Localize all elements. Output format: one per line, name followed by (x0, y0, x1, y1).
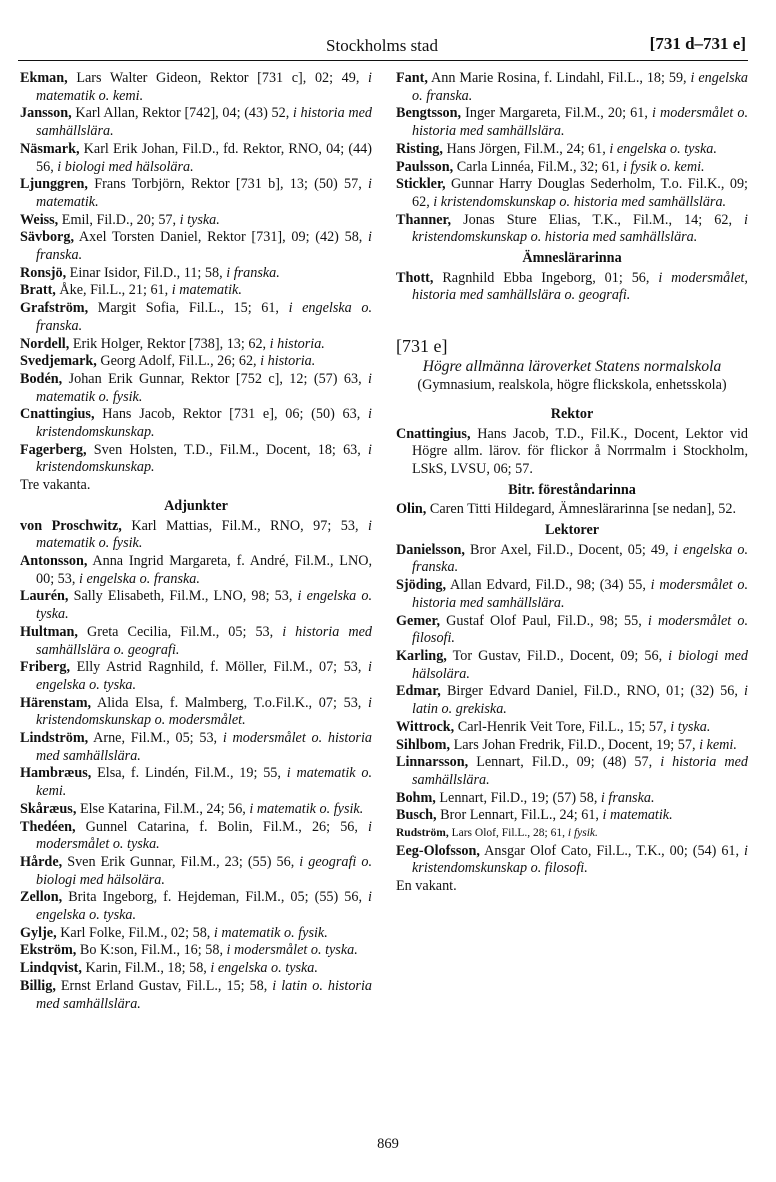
section-heading: Rektor (550, 405, 594, 422)
entry-name: Lindqvist, (20, 960, 82, 977)
entry-details: Birger Edvard Daniel, Fil.D., RNO, 01; (32) 56, (440, 683, 745, 700)
section-heading: Lektorer (544, 522, 600, 539)
entry-subjects: i matematik. (602, 807, 673, 824)
directory-entry (20, 336, 372, 354)
entry-subjects: i matematik o. fysik. (213, 924, 328, 941)
entry-details: Åke, Fil.L., 21; 61, (55, 282, 172, 299)
entry-details: Karin, Fil.M., 18; 58, (81, 960, 211, 977)
section-subtitle: (Gymnasium, realskola, högre flickskola, enhetsskola) (417, 377, 727, 394)
directory-entry (396, 754, 748, 789)
entry-details: Karl Allan, Rektor [742], 04; (43) 52, (71, 105, 293, 122)
entry-subjects: i modersmålet o. historia med samhällslära. (412, 105, 748, 140)
entry-name: Thedéen, (20, 818, 76, 835)
right-column-top (396, 70, 748, 305)
entry-name: Svedjemark, (20, 353, 97, 370)
entry-details: Frans Torbjörn, Rektor [731 b], 13; (50) 57, (87, 176, 369, 193)
directory-entry (20, 406, 372, 441)
directory-entry (396, 426, 748, 479)
entry-details: Bror Axel, Fil.D., Docent, 05; 49, (464, 541, 674, 558)
entry-subjects: i franska. (36, 229, 372, 264)
note-line: En vakant. (396, 878, 457, 895)
entry-subjects: i engelska o. tyska. (210, 960, 318, 977)
entry-name: Bodén, (20, 370, 63, 387)
section-heading: Bitr. föreståndarinna (508, 481, 636, 498)
entry-details: Caren Titti Hildegard, Ämneslärarinna [se nedan], 52. (426, 501, 737, 518)
directory-entry (20, 212, 372, 230)
entry-name: Bengtsson, (396, 105, 462, 122)
entry-name: Skåræus, (20, 800, 77, 817)
directory-entry (396, 719, 748, 737)
directory-entry (396, 141, 748, 159)
entry-details: Allan Edvard, Fil.D., 98; (34) 55, (446, 577, 651, 594)
entry-subjects: i modersmålet o. tyska. (226, 942, 358, 959)
directory-entry (396, 501, 748, 519)
entry-subjects: i historia med samhällslära o. geografi. (36, 623, 372, 658)
entry-subjects: i engelska o. franska. (412, 70, 749, 104)
entry-subjects: i matematik o. fysik. (249, 800, 364, 817)
entry-details: Inger Margareta, Fil.M., 20; 61, (461, 105, 652, 122)
entry-details: Einar Isidor, Fil.D., 11; 58, (66, 264, 227, 281)
directory-entry (20, 442, 372, 477)
entry-name: Thott, (396, 269, 434, 286)
entry-name: Nordell, (20, 335, 70, 352)
entry-details: Ernst Erland Gustav, Fil.L., 15; 58, (55, 977, 273, 994)
entry-name: Friberg, (20, 659, 71, 676)
entry-name: Gylje, (20, 924, 57, 941)
entry-details: Greta Cecilia, Fil.M., 05; 53, (77, 623, 283, 640)
entry-name: von Proschwitz, (20, 517, 122, 534)
right-column (396, 70, 748, 896)
header-rule (18, 60, 748, 61)
directory-entry (20, 518, 372, 553)
entry-subjects: i modersmålet o. historia med samhällslära. (36, 730, 372, 764)
entry-details: Tor Gustav, Fil.D., Docent, 09; 56, (446, 647, 669, 664)
entry-subjects: i modersmålet o. historia med samhällslära. (412, 577, 748, 611)
entry-subjects: i engelska o. franska. (412, 541, 749, 576)
entry-subjects: i matematik o. fysik. (36, 370, 372, 405)
entry-subjects: i engelska o. franska. (36, 300, 373, 334)
entry-name: Hårde, (20, 853, 63, 870)
entry-name: Karling, (396, 647, 447, 664)
entry-details: Karl Folke, Fil.M., 02; 58, (56, 924, 214, 941)
section-range: [731 d–731 e] (649, 34, 746, 53)
directory-entry (396, 542, 748, 577)
entry-name: Weiss, (20, 211, 59, 228)
entry-details: Arne, Fil.M., 05; 53, (88, 730, 223, 747)
entry-name: Antonsson, (20, 552, 88, 569)
entry-details: Hans Jacob, T.D., Fil.K., Docent, Lektor vid Högre allm. lärov. för flickor å Norrmalm i Stockholm, LSkS, LVSU, 06; 57. (412, 425, 748, 477)
entry-subjects: i engelska o. franska. (78, 570, 200, 587)
entry-subjects: i kristendomskunskap o. modersmålet. (36, 694, 372, 729)
entry-details: Margit Sofia, Fil.L., 15; 61, (88, 300, 289, 317)
directory-entry (20, 176, 372, 211)
entry-details: Karl Erik Johan, Fil.D., fd. Rektor, RNO, 04; (44) 56, (36, 140, 372, 175)
entry-subjects: i latin o. grekiska. (412, 683, 748, 718)
page-number: 869 (377, 1136, 399, 1152)
entry-name: Billig, (20, 977, 56, 994)
entry-details: Bror Lennart, Fil.L., 24; 61, (436, 807, 603, 824)
entry-subjects: i kristendomskunskap o. filosofi. (412, 842, 748, 877)
entry-subjects: i matematik. (36, 176, 372, 210)
directory-entry (20, 353, 372, 371)
entry-name: Sjöding, (396, 577, 447, 594)
entry-details: Jonas Sture Elias, T.K., Fil.M., 14; 62, (451, 211, 745, 228)
page-header (18, 32, 746, 58)
directory-entry (20, 925, 372, 943)
entry-name: Danielsson, (396, 541, 465, 558)
directory-entry (396, 176, 748, 211)
entry-details: Bo K:son, Fil.M., 16; 58, (76, 942, 227, 959)
right-column-bottom (396, 406, 748, 896)
entry-name: Eeg-Olofsson, (396, 842, 480, 859)
entry-name: Näsmark, (20, 140, 80, 157)
directory-entry (396, 105, 748, 140)
entry-subjects: i engelska o. tyska. (36, 659, 372, 693)
entry-details: Sally Elisabeth, Fil.M., LNO, 98; 53, (68, 588, 298, 605)
entry-details: Emil, Fil.D., 20; 57, (58, 211, 180, 228)
entry-subjects: i kristendomskunskap o. historia med samhällslära. (433, 193, 727, 210)
entry-subjects: i kristendomskunskap o. historia med samhällslära. (412, 211, 748, 246)
directory-entry (20, 889, 372, 924)
entry-name: Hambræus, (20, 765, 92, 782)
directory-entry (20, 70, 372, 105)
entry-details: Carla Linnéa, Fil.M., 32; 61, (453, 158, 624, 175)
directory-entry (20, 942, 372, 960)
entry-subjects: i engelska o. tyska. (609, 140, 717, 157)
entry-name: Sihlbom, (396, 736, 451, 753)
directory-entry (20, 695, 372, 730)
entry-details: Georg Adolf, Fil.L., 26; 62, (96, 353, 261, 370)
entry-subjects: i matematik o. fysik. (36, 517, 372, 552)
directory-entry (20, 960, 372, 978)
entry-details: Axel Torsten Daniel, Rektor [731], 09; (42) 58, (74, 229, 369, 246)
entry-details: Erik Holger, Rektor [738], 13; 62, (69, 335, 270, 352)
entry-name: Edmar, (396, 683, 441, 700)
directory-entry (20, 730, 372, 765)
section-title: Högre allmänna läroverket Statens normalskola (422, 358, 722, 376)
entry-details: Alida Elsa, f. Malmberg, T.o.Fil.K., 07; 53, (91, 694, 369, 711)
entry-subjects: i franska. (600, 789, 655, 806)
entry-subjects: i kristendomskunskap. (36, 441, 372, 476)
directory-entry (396, 843, 748, 878)
entry-name: Risting, (396, 140, 443, 157)
entry-subjects: i biologi med hälsolära. (57, 158, 194, 175)
entry-name: Ekman, (20, 70, 68, 86)
entry-subjects: i historia med samhällslära. (412, 754, 749, 788)
entry-name: Stickler, (396, 176, 446, 193)
directory-entry (20, 265, 372, 283)
directory-entry (396, 70, 748, 105)
entry-subjects: i biologi med hälsolära. (412, 647, 748, 682)
entry-details: Ann Marie Rosina, f. Lindahl, Fil.L., 18; 59, (427, 70, 691, 86)
entry-subjects: i matematik o. kemi. (36, 765, 372, 800)
entry-name: Härenstam, (20, 694, 92, 711)
entry-details: Gunnar Harry Douglas Sederholm, T.o. Fil.K., 09; 62, (412, 176, 748, 210)
directory-entry (396, 790, 748, 808)
entry-subjects: i franska. (226, 264, 280, 281)
entry-name: Ekström, (20, 942, 77, 959)
entry-subjects: i latin o. historia med samhällslära. (36, 977, 372, 1012)
entry-subjects: i matematik o. kemi. (36, 70, 372, 104)
entry-name: Rudström, (396, 827, 449, 840)
entry-details: Ragnhild Ebba Ingeborg, 01; 56, (433, 269, 659, 286)
entry-details: Else Katarina, Fil.M., 24; 56, (76, 800, 250, 817)
entry-subjects: i matematik. (171, 282, 242, 299)
directory-entry (20, 300, 372, 335)
directory-entry (20, 141, 372, 176)
entry-details: Elly Astrid Ragnhild, f. Möller, Fil.M., 07; 53, (70, 659, 369, 676)
entry-details: Hans Jacob, Rektor [731 e], 06; (50) 63, (94, 406, 369, 423)
entry-details: Karl Mattias, Fil.M., RNO, 97; 53, (121, 517, 369, 534)
entry-name: Laurén, (20, 588, 69, 605)
directory-entry (396, 807, 748, 825)
note-line: Tre vakanta. (20, 477, 91, 494)
entry-subjects: i fysik. (567, 827, 598, 840)
directory-entry (20, 765, 372, 800)
entry-name: Grafström, (20, 300, 89, 317)
entry-name: Paulsson, (396, 158, 454, 175)
entry-name: Bratt, (20, 282, 56, 299)
directory-entry (20, 105, 372, 140)
entry-subjects: i kemi. (699, 736, 737, 753)
directory-entry (396, 737, 748, 755)
entry-name: Busch, (396, 807, 437, 824)
directory-entry (396, 825, 748, 843)
entry-details: Hans Jörgen, Fil.M., 24; 61, (442, 140, 610, 157)
directory-entry (20, 553, 372, 588)
entry-name: Thanner, (396, 211, 452, 228)
directory-entry (20, 588, 372, 623)
entry-subjects: i historia med samhällslära. (36, 105, 372, 140)
entry-details: Sven Holsten, T.D., Fil.M., Docent, 18; 63, (86, 441, 369, 458)
entry-name: Linnarsson, (396, 754, 469, 771)
entry-name: Wittrock, (396, 718, 455, 735)
entry-details: Lars Walter Gideon, Rektor [731 c], 02; 49, (67, 70, 369, 86)
entry-details: Johan Erik Gunnar, Rektor [752 c], 12; (57) 63, (62, 370, 369, 387)
entry-details: Brita Ingeborg, f. Hejdeman, Fil.M., 05; (55) 56, (62, 889, 369, 906)
entry-subjects: i tyska. (179, 211, 220, 228)
entry-subjects: i historia. (260, 353, 316, 370)
entry-details: Sven Erik Gunnar, Fil.M., 23; (55) 56, (62, 853, 300, 870)
entry-subjects: i historia. (269, 335, 325, 352)
directory-entry (396, 212, 748, 247)
entry-name: Hultman, (20, 623, 78, 640)
page-title: Stockholms stad (326, 36, 438, 55)
entry-name: Zellon, (20, 889, 63, 906)
entry-name: Bohm, (396, 789, 436, 806)
section-id: [731 e] (396, 336, 448, 357)
directory-entry (20, 819, 372, 854)
entry-name: Cnattingius, (396, 425, 471, 442)
entry-name: Cnattingius, (20, 406, 95, 423)
entry-name: Fagerberg, (20, 441, 87, 458)
entry-subjects: i modersmålet o. filosofi. (412, 612, 748, 647)
directory-entry (396, 577, 748, 612)
directory-entry (396, 159, 748, 177)
directory-entry (20, 854, 372, 889)
directory-entry (20, 659, 372, 694)
directory-entry (20, 978, 372, 1013)
entry-details: Lennart, Fil.D., 09; (48) 57, (468, 754, 661, 771)
entry-name: Sävborg, (20, 229, 74, 246)
entry-subjects: i geografi o. biologi med hälsolära. (36, 853, 372, 888)
entry-details: Carl-Henrik Veit Tore, Fil.L., 15; 57, (454, 718, 671, 735)
directory-entry (396, 270, 748, 305)
left-column (20, 70, 372, 1013)
directory-entry (20, 624, 372, 659)
directory-entry (396, 683, 748, 718)
entry-name: Olin, (396, 501, 427, 518)
entry-name: Jansson, (20, 105, 72, 122)
directory-entry (396, 613, 748, 648)
entry-details: Elsa, f. Lindén, Fil.M., 19; 55, (91, 765, 287, 782)
directory-entry (396, 648, 748, 683)
section-heading: Ämneslärarinna (522, 250, 622, 267)
entry-subjects: i engelska o. tyska. (36, 889, 372, 924)
entry-subjects: i modersmålet o. tyska. (36, 818, 372, 853)
directory-entry (20, 282, 372, 300)
entry-details: Lars Olof, Fil.L., 28; 61, (448, 827, 568, 840)
entry-subjects: i modersmålet, historia med samhällslära o. geografi. (412, 269, 748, 304)
entry-details: Gustaf Olof Paul, Fil.D., 98; 55, (440, 612, 648, 629)
entry-name: Gemer, (396, 612, 440, 629)
directory-entry (20, 371, 372, 406)
entry-subjects: i kristendomskunskap. (36, 406, 372, 441)
entry-name: Fant, (396, 70, 428, 86)
entry-details: Lennart, Fil.D., 19; (57) 58, (435, 789, 601, 806)
section-heading: Adjunkter (164, 497, 228, 514)
entry-details: Lars Johan Fredrik, Fil.D., Docent, 19; 57, (450, 736, 700, 753)
entry-details: Gunnel Catarina, f. Bolin, Fil.M., 26; 56, (75, 818, 369, 835)
entry-name: Ronsjö, (20, 264, 67, 281)
entry-name: Lindström, (20, 730, 89, 747)
directory-entry (20, 229, 372, 264)
entry-subjects: i tyska. (670, 718, 711, 735)
entry-subjects: i fysik o. kemi. (623, 158, 705, 175)
entry-details: Ansgar Olof Cato, Fil.L., T.K., 00; (54) 61, (479, 842, 745, 859)
entry-subjects: i engelska o. tyska. (36, 588, 372, 623)
entry-name: Ljunggren, (20, 176, 88, 193)
section-gap (396, 395, 748, 403)
directory-entry (20, 801, 372, 819)
entry-details: Anna Ingrid Margareta, f. André, Fil.M., LNO, 00; 53, (36, 552, 372, 587)
